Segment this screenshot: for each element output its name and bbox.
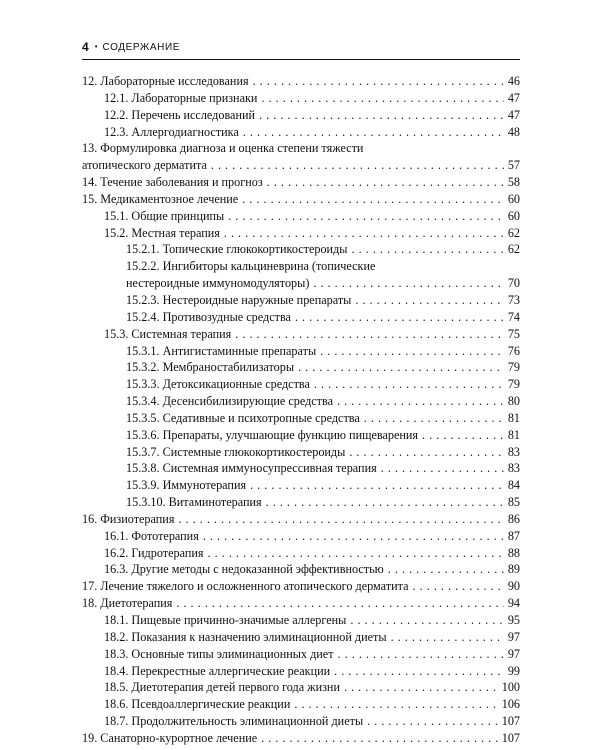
toc-entry-label: 15.3.9. Иммунотерапия [126,478,247,493]
toc-entry-label: 18.4. Перекрестные аллергические реакции [104,663,331,678]
toc-entry-page: 107 [501,730,520,745]
toc-entry-label-line1[interactable]: 13. Формулировка диагноза и оценка степени тяжести [82,141,364,156]
toc-entry[interactable] [82,612,520,629]
toc-entry[interactable] [82,511,520,528]
toc-entry-label-line1[interactable]: 15.2.2. Ингибиторы кальциневрина (топические [126,259,376,274]
toc-entry[interactable] [82,157,520,174]
toc-entry[interactable] [82,241,520,258]
toc-entry[interactable] [82,528,520,545]
toc-entry[interactable] [82,376,520,393]
toc-entry-page: 89 [507,562,520,577]
toc-entry-page: 95 [507,613,520,627]
toc-entry[interactable] [82,208,520,225]
toc-entry[interactable] [82,663,520,680]
toc-entry[interactable] [82,275,520,292]
toc-entry-page: 57 [507,158,520,173]
toc-entry-page: 79 [507,377,520,392]
table-of-contents [82,73,520,747]
toc-entry[interactable] [82,309,520,326]
toc-entry-page: 48 [507,124,520,139]
toc-entry-label: 15.3.5. Седативные и психотропные средства [126,410,360,425]
toc-entry-label: 18.2. Показания к назначению элиминационной диеты [104,629,387,644]
toc-entry-label: 12.3. Аллергодиагностика [104,124,239,139]
running-header [82,40,520,54]
toc-entry[interactable] [82,477,520,494]
toc-entry-page: 97 [507,646,520,661]
toc-entry-page: 75 [507,326,520,341]
toc-entry-label: 18.3. Основные типы элиминационных диет [104,646,334,661]
toc-entry-page: 60 [507,208,520,223]
toc-entry[interactable] [82,494,520,511]
toc-entry-label: 16.1. Фототерапия [104,528,199,543]
toc-entry-label: 18.1. Пищевые причинно-значимые аллергены [104,613,347,627]
toc-entry-page: 100 [501,680,520,695]
toc-entry-label: 15.3.8. Системная иммуносупрессивная терапия [126,461,377,476]
toc-entry[interactable] [82,191,520,208]
toc-entry-page: 46 [507,74,520,88]
toc-entry-label: 17. Лечение тяжелого и осложненного атопического дерматита [82,579,409,594]
toc-entry-label: 18. Диетотерапия [82,596,173,611]
toc-entry-page: 60 [507,191,520,206]
toc-entry-label: 15.2.4. Противозудные средства [126,309,291,324]
toc-entry-page: 90 [507,579,520,594]
toc-entry[interactable] [82,561,520,578]
toc-entry-page: 76 [507,343,520,358]
toc-entry-page: 88 [507,545,520,560]
toc-entry-label: 15.2.3. Нестероидные наружные препараты [126,292,352,307]
toc-entry-label: 12.2. Перечень исследований [104,107,256,122]
toc-entry-page: 79 [507,360,520,375]
toc-entry[interactable] [82,595,520,612]
toc-entry[interactable] [82,174,520,191]
toc-entry-page: 47 [507,90,520,105]
toc-entry[interactable] [82,460,520,477]
toc-entry-label: 15.3.3. Детоксикационные средства [126,377,310,392]
toc-entry[interactable] [82,90,520,107]
toc-entry[interactable] [82,359,520,376]
toc-entry[interactable] [82,696,520,713]
header-rule [82,59,520,60]
toc-entry-label: 15.2.1. Топические глюкокортикостероиды [126,242,348,257]
toc-entry-label-line2: нестероидные иммуномодуляторы) [126,276,310,291]
toc-entry-label: 15.3.7. Системные глюкокортикостероиды [126,444,346,459]
header-title: СОДЕРЖАНИЕ [102,41,181,53]
toc-entry-label: 15.3. Системная терапия [104,326,232,341]
toc-entry-label: 12.1. Лабораторные признаки [104,90,258,105]
toc-entry-page: 99 [507,663,520,678]
toc-entry[interactable] [82,225,520,242]
toc-entry-label: 14. Течение заболевания и прогноз [82,175,263,190]
toc-entry-page: 86 [507,511,520,526]
toc-entry-page: 74 [507,309,520,324]
toc-entry-label: 15.1. Общие принципы [104,208,225,223]
toc-entry-page: 107 [501,714,520,729]
toc-entry-page: 62 [507,225,520,240]
toc-entry-label: 16.3. Другие методы с недоказанной эффективностью [104,562,384,577]
toc-entry-label: 15.3.4. Десенсибилизирующие средства [126,394,334,409]
toc-entry-label: 16. Физиотерапия [82,511,175,526]
page-number: 4 [82,40,89,54]
toc-entry-label-line2: атопического дерматита [82,158,207,173]
toc-entry-label: 18.7. Продолжительность элиминационной диеты [104,714,364,729]
toc-entry[interactable] [82,679,520,696]
toc-entry[interactable] [82,629,520,646]
toc-entry[interactable] [82,124,520,141]
toc-entry[interactable] [82,427,520,444]
toc-entry-label: 18.6. Псевдоаллергические реакции [104,697,291,712]
toc-entry[interactable] [82,343,520,360]
toc-entry-page: 85 [507,495,520,510]
toc-entry-page: 81 [507,410,520,425]
toc-entry[interactable] [82,646,520,663]
toc-entry-page: 81 [507,427,520,442]
toc-entry[interactable] [82,410,520,427]
toc-entry-page: 106 [501,697,520,712]
toc-entry[interactable] [82,326,520,343]
toc-entry[interactable] [82,578,520,595]
toc-entry-label: 15.3.2. Мембраностабилизаторы [126,360,295,375]
toc-entry-label: 15.3.6. Препараты, улучшающие функцию пищеварения [126,427,419,442]
toc-entry-page: 87 [507,528,520,543]
toc-entry-label: 15. Медикаментозное лечение [82,191,239,206]
toc-entry[interactable] [82,713,520,730]
toc-entry[interactable] [82,444,520,461]
toc-entry-page: 47 [507,107,520,122]
toc-entry-label: 18.5. Диетотерапия детей первого года жизни [104,680,340,695]
toc-entry-page: 58 [507,175,520,190]
toc-entry-page: 70 [507,276,520,291]
toc-entry-label: 19. Санаторно-курортное лечение [82,730,258,745]
toc-entry-label: 15.3.10. Витаминотерапия [126,495,262,510]
toc-entry[interactable] [82,730,520,747]
toc-entry[interactable] [82,545,520,562]
toc-entry-page: 83 [507,444,520,459]
toc-entry-label: 16.2. Гидротерапия [104,545,204,560]
toc-entry-page: 73 [507,292,520,307]
toc-entry[interactable] [82,393,520,410]
toc-entry[interactable] [82,107,520,124]
toc-entry-page: 94 [507,596,520,611]
toc-entry-page: 83 [507,461,520,476]
bullet-icon: • [94,41,98,51]
toc-entry-label: 15.3.1. Антигистаминные препараты [126,343,317,358]
toc-entry-label: 15.2. Местная терапия [104,225,220,240]
toc-entry[interactable] [82,73,520,90]
toc-entry-page: 80 [507,394,520,409]
toc-entry[interactable] [82,292,520,309]
toc-entry-page: 62 [507,242,520,257]
toc-entry-page: 97 [507,629,520,644]
toc-entry-page: 84 [507,478,520,493]
toc-entry-label: 12. Лабораторные исследования [82,74,249,88]
